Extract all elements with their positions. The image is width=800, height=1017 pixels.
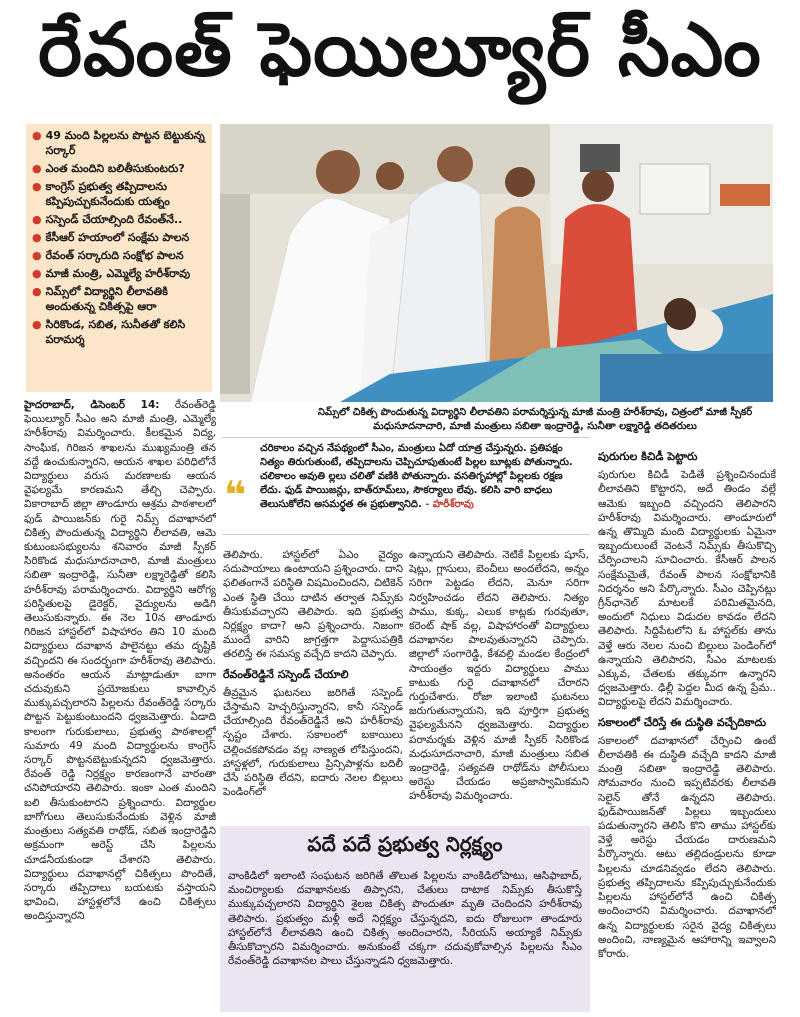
subheading: సకాలంలో చేరిస్తే ఈ దుస్థితి వచ్చేదికాదు xyxy=(598,715,767,729)
bullet-icon: ● xyxy=(32,267,42,280)
article-column-4 xyxy=(598,444,776,1008)
highlight-item: ● కాంగ్రెస్ ప్రభుత్వ తప్పిదాలను కప్పిపుచ్చుకునేందుకు యత్నం xyxy=(32,180,170,208)
sidebar-box-title: పదే పదే ప్రభుత్వ నిర్లక్ష్యం xyxy=(307,832,503,856)
highlight-item: ● మాజీ మంత్రి, ఎమ్మెల్యే హరీశ్‌రావు xyxy=(32,267,191,280)
article-column-2 xyxy=(223,548,403,816)
bullet-icon: ● xyxy=(32,231,42,244)
subheading: పురుగుల కిచిడీ పెట్టారు xyxy=(598,450,698,463)
headline-text: రేవంత్ ఫెయిల్యూర్ సీఎం xyxy=(38,7,762,93)
headline xyxy=(0,0,800,118)
sidebar-box xyxy=(220,826,590,1012)
highlight-item: ● రేవంత్ సర్కారుది సంక్షోభ పాలన xyxy=(32,249,184,262)
sidebar-box-text: వాంకిడిలో ఇలాంటి సంఘటన జరిగితే తొలుత పిల్లలను వాంకిడిలోపాటు, ఆసిఫాబాద్, మంచిర్యాలకు దవాఖానలకు తిప్పారని, చేతులు దాటాక నిమ్స్‌కు తీసుకొస్తే ముక్కుపచ్చలారని విద్యార్థిని శైలజ చికిత్స పొందుతూ మృతి చెందిందని హరీశ్‌రావు తెలిపారు. ప్రభుత్వం మళ్లీ అదే నిర్లక్ష్యం చేస్తున్నదని, ఐదు రోజులుగా తాండూరు హాస్టల్‌లోనే లీలావతిని ఉంచి చికిత్స అందించారని, సీరియస్ అయ్యాకే నిమ్స్‌కు తీసుకొచ్చారని విమర్శించారు. అనుకుంటే చక్కగా చదువుకోవాల్సిన పిల్లలను సీఎం రేవంత్‌రెడ్డి దవాఖానల పాలు చేస్తున్నాడని ధ్వజమెత్తారు. xyxy=(228,870,582,968)
article-text: సకాలంలో దవాఖానలో చేర్పించి ఉంటే లీలావతికి ఈ దుస్థితి వచ్చేది కాదని మాజీ మంత్రి సబితా ఇంద్రారెడ్డి తెలిపారు. సోమవారం నుంచి ఇప్పటివరకు లీలావతి సెలైన్ తోనే ఉన్నదని తెలిపారు. ఫుడ్‌పాయిజన్‌తో పిల్లలు ఇబ్బందులు పడుతున్నారని తెలిసి కొని తాము హాస్టల్‌కు వెళ్తే అరెస్టు చేయడం దారుణమని పేర్కొన్నారు. ఆటు తల్లిదండ్రులను కూడా పిల్లలను చూడనివ్వడం లేదని తెలిపారు. ప్రభుత్వ తప్పిదాలను కప్పిపుచ్చుకునేందుకు పిల్లలను హాస్టల్‌లోనే ఉంచి చికిత్స అందించారని విమర్శించారు. దవాఖానలో ఉన్న విద్యార్థులకు సరైన వైద్య చికిత్సలు అందించి, నాణ్యమైన ఆహారాన్ని ఇవ్వాలని కోరారు. xyxy=(598,734,776,960)
highlight-item: ● ఎంత మందిని బలితీసుకుంటరు? xyxy=(32,162,185,175)
highlight-item: ● కేసీఆర్ హయాంలో సంక్షేమ పాలన xyxy=(32,231,190,244)
article-text: ఉన్నాయని తెలిపారు. నెటికే పిల్లలకు షూస్, షెట్లు, గ్లాసులు, బెంచీలు అందలేదని, అన్నం సరిగా పెట్టడం లేదని, మెనూ సరిగా నిర్వహించడం లేదని తెలిపారు. నిత్యం పాము, కుక్క, ఎలుక కాట్లకు గురవుతూ, కరెంట్ షాక్ వల్ల, విషాహారంతో విద్యార్థులు దవాఖానల పాలవుతున్నారని చెప్పారు. జిల్లాలో సంగారెడ్డి, కేశవల్లి మండల కేంద్రంలో సాయంత్రం ఇద్దరు విద్యార్థులు పాము కాటుకు గురై దవాఖానలో చేరారని గుర్తుచేశారు. రోజా ఇలాంటి ఘటనలు జరుగుతున్నాయని, ఇది పూర్తిగా ప్రభుత్వ వైఫల్యమేనని ధ్వజమెత్తారు. విద్యార్థుల పరామర్శకు వెళ్లిన మాజీ స్పీకర్ సిరికొండ మధుసూదనాచారి, మాజీ మంత్రులు సబిత ఇంద్రారెడ్డి, సత్యవతి రాథోడ్‌ను పోలీసులు అరెస్టు చేయడం అప్రజాస్వామికమని హరీశ్‌రావు విమర్శించారు. xyxy=(409,549,589,803)
article-column-3 xyxy=(409,548,589,816)
pull-quote-byline: - హరీశ్‌రావు xyxy=(425,499,474,510)
highlight-item: ● సిరికొండ, సబిత, సునీతతో కలిసి పరామర్శ xyxy=(32,318,186,346)
bullet-icon: ● xyxy=(32,162,42,175)
bullet-icon: ● xyxy=(32,249,42,262)
pull-quote-text: చరికాలం వచ్చిన నేపథ్యంలో సీఎం, మంత్రులు ఏదో యాత్ర చేస్తున్నరు. ప్రతిపక్షం నిత్యం తిరుగుతుంటే, తప్పిదాలను చెప్పిచూపుతుంటే పిల్లల బూట్లకు పోతున్నారు. చలికాలం అవుతి ల్లలు చలితో వణికి పోతున్నారు. వసతిగృహాల్లో పిల్లలకు రక్షణ లేదు. ఫుడ్ పాయిజన్లు, బాత్‌రూమ్‌లు, సౌకర్యాలు లేవు. కలిసి వారి బాధలు తెలుసుకోలేని అసమర్థత ఈ ప్రభుత్వానిది. xyxy=(260,443,573,510)
article-text: రేవంత్‌రెడ్డి ఫెయిల్యూర్ సీఎం అని మాజీ మంత్రి, ఎమ్మెల్యే హరీశ్‌రావు విమర్శించారు. కీలకమైన విద్య, సాంఘిక, గిరిజన శాఖలను ముఖ్యమంత్రి తన వద్దే ఉంచుకున్నారని, ఆయన శాఖల పరిధిలోనే విద్యార్థులు వరుస మరణాలకు ఆయన వైఫల్యమే కారణమని తేల్చి చెప్పారు. వికారాబాద్ జిల్లా తాండూరు ఆశ్రమ పాఠశాలలో ఫుడ్ పాయిజన్‌కు గురై నిమ్స్ దవాఖానలో చికిత్స పొందుతున్న విద్యార్థిని లీలావతి, ఆమె కుటుంబసభ్యులను శనివారం మాజీ స్పీకర్ సిరికొండ మధుసూదనాచారి, మాజీ మంత్రులు సబితా ఇంద్రారెడ్డి, సునీతా లక్ష్మారెడ్డితో కలిసి హరీశ్‌రావు పరామర్శించారు. విద్యార్థిని ఆరోగ్య పరిస్థితులపై డైరెక్టర్, వైద్యులను అడిగి తెలుసుకున్నారు. ఈ నెల 10న తాండూరు గిరిజన హాస్టల్‌లో విషాహారం తిని 10 మంది విద్యార్థులు దవాఖాన పాలైనట్టు తమ దృష్టికి వచ్చిందని ఈ సందర్భంగా హరీశ్‌రావు తెలిపారు. అనంతరం ఆయన మాట్లాడుతూ బాగా చదువుకుని ప్రయోజకులు కావాల్సిన ముక్కుపచ్చలారని పిల్లలను రేవంత్‌రెడ్డి సర్కారు పొట్టన పెట్టుకుంటుందని ధ్వజమెత్తారు. ఏడాది కాలంగా గురుకులాలు, ప్రభుత్వ పాఠశాలల్లో సుమారు 49 మంది విద్యార్థులను కాంగ్రెస్ సర్కార్ పొట్టనబెట్టుకున్నదని ధ్వజమెత్తారు. రేవంత్ రెడ్డి నిర్లక్ష్యం కారణంగానే వారంతా చనిపోయారని తెలిపారు. ఇంకా ఎంత మందిని బలి తీసుకుంటారని ప్రశ్నించారు. విద్యార్థుల బాగోగులు తెలుసుకునేందుకు వెళ్లిన మాజీ మంత్రులు సత్యవతి రాథోడ్, సబిత ఇంద్రారెడ్డిని అక్రమంగా అరెస్ట్ చేసి పిల్లలను చూడనీయకుండా చేశారని తెలిపారు. విద్యార్థులు దవాఖానల్లో చికిత్సలు పొందితే, సర్కారు తప్పిదాలు బయటకు వస్తాయని భావించి, హాస్టళ్లలోనే ఉంచి చికిత్సలు అందిస్తున్నారని xyxy=(24,399,216,923)
subheading: రేవంత్‌రెడ్డినే సస్పెండ్ చేయాలి xyxy=(223,667,349,681)
highlight-item: ● నిమ్స్‌లో విద్యార్థిని లీలావతికి అందుతున్న చికిత్సపై ఆరా xyxy=(32,285,168,313)
dateline: హైదరాబాద్, డిసెంబర్ 14: xyxy=(24,399,160,411)
photo-caption: నిమ్స్‌లో చికిత్స పొందుతున్న విద్యార్థిని లీలావతిని పరామర్శిస్తున్న మాజీ మంత్రి హరీశ్‌రావు, చిత్రంలో మాజీ స్పీకర్ మధుసూదనాచారి, మాజీ మంత్రులు సబితా ఇంద్రారెడ్డి, సునీతా లక్ష్మారెడ్డి తదితరులు xyxy=(317,407,753,432)
hospital-visit-photo xyxy=(220,124,773,402)
article-column-1 xyxy=(24,398,216,1008)
highlight-item: ● 49 మంది పిల్లలను పొట్టన బెట్టుకున్న సర్కార్ xyxy=(32,129,205,157)
bullet-icon: ● xyxy=(32,285,42,298)
bullet-icon: ● xyxy=(32,213,42,226)
bullet-icon: ● xyxy=(32,129,42,142)
article-text: పురుగుల కిచిడీ పెడితే ప్రశ్నించినందుకే లీలావతిని కొట్టారని, అదే తిండం వల్లే ఆమెకు ఇబ్బంది వచ్చిందని తెలిపారని హరీశ్‌రావు విమర్శించారు. తాండూరులో ఉన్న తొమ్మిది మంది విద్యార్థులకు ఏమైనా ఇబ్బందులుంటే వెంటనే నిమ్స్‌కు తీసుకొచ్చి చేర్పించాలని సూచించారు. కేసీఆర్ పాలన సంక్షేమమైతే, రేవంత్ పాలన సంక్షోభానికి నిదర్శనం అని పేర్కొన్నారు. సీఎం చెప్పినట్లు గ్రీన్‌ఛానెల్ మాటలకే పరిమితమైనది, అందులో నిధులు విడుదల కావడం లేదని తెలిపారు. సిద్దిపేటలోని ఓ హాస్టల్‌కు తాను వెళ్తే ఆరు నెలల నుంచి బిల్లులు పెండింగ్‌లో ఉన్నాయని తెలిపారని, సీఎం మాటలకు ఎక్కువ, చేతలకు తక్కువగా ఉన్నారని ధ్వజమెత్తారు. ఢిల్లీ పెద్దల మీద ఉన్న ప్రేమ.. విద్యార్థులపై లేదని విమర్శించారు. xyxy=(598,469,776,709)
bullet-icon: ● xyxy=(32,318,42,331)
highlights-box xyxy=(26,124,212,392)
pull-quote xyxy=(222,437,590,535)
article-text: తీవ్రమైన ఘటనలు జరిగితే సస్పెండ్ చేస్తామని హెచ్చరిస్తున్నారని, కానీ సస్పెండ్ చేయాల్సింది రేవంత్‌రెడ్డినే అని హరీశ్‌రావు స్పష్టం చేశారు. సకాలంలో బకాయిలు చెల్లించకపోవడం వల్ల నాణ్యత లోపిస్తుందని, హాస్టళ్లలో, గురుకులాలు ప్రిన్సిపాళ్లను బదిలీ చేసే పరిస్థితి లేదని, ఐదారు నెలల బిల్లులు పెండింగ్‌లో xyxy=(223,686,403,799)
bullet-icon: ● xyxy=(32,180,42,193)
quote-icon: ❝ xyxy=(224,473,247,517)
article-text: తెలిపారు. హాస్టల్‌లో ఏఎం వైద్యం సదుపాయాలు ఉంటాయని ప్రశ్నించారు. దాని ఫలితంగానే పరిస్థితి విషమించిందని, చిటికెన్ ఎంత స్థితి చేయి దాటిన తర్వాత నిమ్స్‌కు తీసుకువచ్చారని తెలిపారు. ఇది ప్రభుత్వ నిర్లక్ష్యం కాదా? అని ప్రశ్నించారు. నిజంగా ముందే వారిని జాగ్రత్తగా పెద్దాసుపత్రికి తరలిస్తే ఈ సమస్య వచ్చేది కాదని చెప్పారు. xyxy=(223,549,403,661)
highlight-item: ● సస్పెండ్ చేయాల్సింది రేవంత్‌నే.. xyxy=(32,213,183,226)
